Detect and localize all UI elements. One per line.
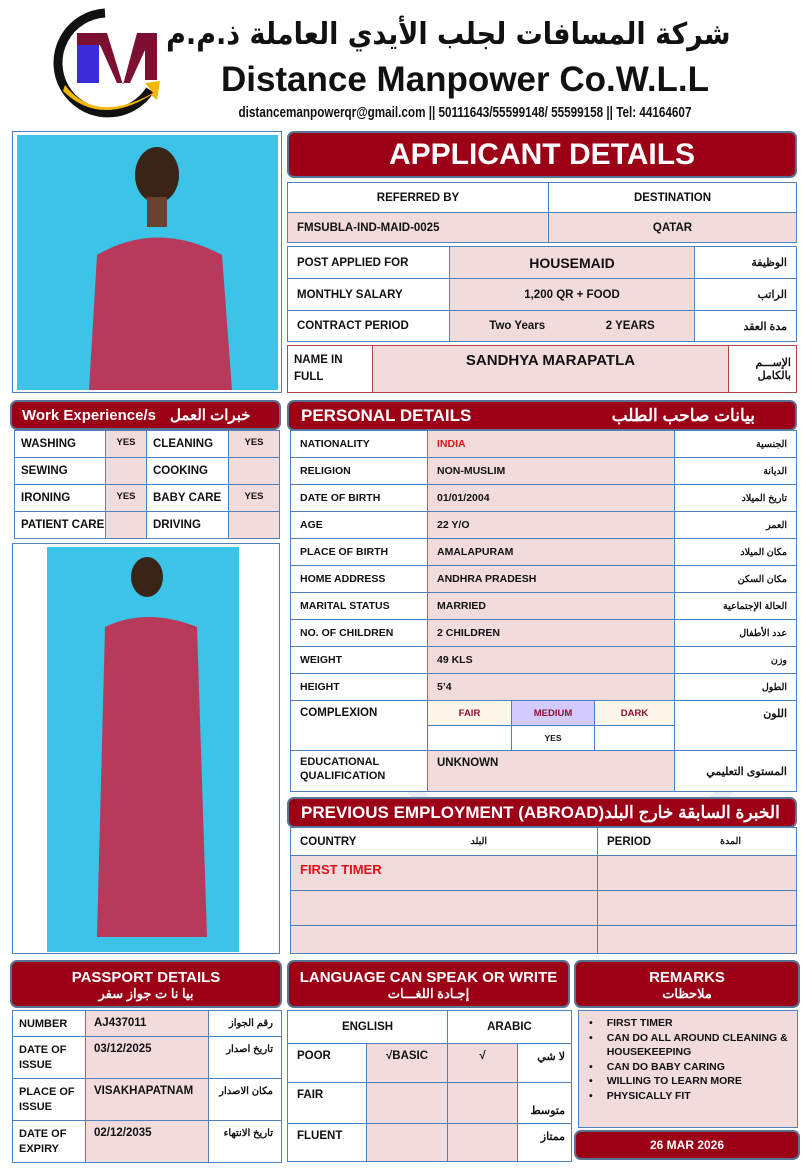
work-skill-value: YES [228, 484, 280, 512]
personal-title: PERSONAL DETAILS [301, 405, 472, 425]
personal-field-label: PLACE OF BIRTH [290, 538, 428, 566]
personal-field-label: HOME ADDRESS [290, 565, 428, 593]
complexion-option-medium: MEDIUM [511, 700, 595, 726]
language-title-ar: إجـادة اللغـــات [387, 986, 470, 1001]
bullet-icon: • [589, 1075, 593, 1087]
destination-label: DESTINATION [548, 182, 797, 213]
personal-field-label-ar: وزن [674, 646, 797, 674]
remark-item [589, 1016, 791, 1031]
personal-field-value: AMALAPURAM [427, 538, 675, 566]
work-skill-value [228, 511, 280, 539]
education-label-ar: المستوى التعليمي [674, 750, 797, 792]
personal-field-value: ANDHRA PRADESH [427, 565, 675, 593]
remarks-heading [574, 960, 800, 1008]
complexion-mark [594, 725, 675, 751]
personal-field-label: RELIGION [290, 457, 428, 485]
company-logo [45, 5, 163, 120]
referred-by-label: REFERRED BY [287, 182, 549, 213]
work-title: Work Experience/s [22, 406, 156, 424]
language-level-label-ar: ممتاز [517, 1123, 572, 1162]
language-level-label: POOR [287, 1043, 367, 1083]
bullet-icon: • [589, 1031, 593, 1044]
previous-empty-cell [290, 925, 598, 954]
work-skill-label: PATIENT CARE [14, 511, 106, 539]
personal-field-label: NATIONALITY [290, 430, 428, 458]
personal-field-value: 01/01/2004 [427, 484, 675, 512]
remark-item [589, 1060, 791, 1075]
applicant-full-body-photo [47, 547, 239, 952]
remarks-body [578, 1010, 798, 1128]
personal-field-label-ar: تاريخ الميلاد [674, 484, 797, 512]
passport-field-label: DATE OF ISSUE [12, 1036, 86, 1079]
work-skill-label: BABY CARE [146, 484, 229, 512]
language-heading [287, 960, 570, 1008]
personal-field-label-ar: العمر [674, 511, 797, 539]
personal-field-label-ar: الجنسية [674, 430, 797, 458]
english-column-header: ENGLISH [287, 1010, 448, 1044]
bullet-icon: • [589, 1060, 593, 1073]
passport-field-label: NUMBER [12, 1010, 86, 1037]
salary-value: 1,200 QR + FOOD [449, 278, 695, 311]
personal-field-label: DATE OF BIRTH [290, 484, 428, 512]
country-column-header [290, 827, 598, 856]
language-level-label: FLUENT [287, 1123, 367, 1162]
passport-field-value: 03/12/2025 [85, 1036, 209, 1079]
remark-text: PHYSICALLY FIT [606, 1089, 691, 1102]
arabic-column-header: ARABIC [447, 1010, 572, 1044]
work-skill-label: DRIVING [146, 511, 229, 539]
personal-field-label-ar: الديانة [674, 457, 797, 485]
work-skill-label: SEWING [14, 457, 106, 485]
personal-field-value: 2 CHILDREN [427, 619, 675, 647]
language-level-label-ar: لا شي [517, 1043, 572, 1083]
destination-value: QATAR [548, 212, 797, 243]
contract-value [449, 310, 695, 342]
previous-employment-heading [287, 797, 797, 828]
previous-period-value [597, 855, 797, 891]
english-level-mark: √BASIC [366, 1043, 448, 1083]
remarks-title-ar: ملاحظات [662, 986, 712, 1001]
passport-title: PASSPORT DETAILS [71, 969, 221, 986]
language-level-label-ar: متوسط [517, 1082, 572, 1124]
remark-text: CAN DO BABY CARING [606, 1060, 725, 1073]
passport-field-label: DATE OF EXPIRY [12, 1120, 86, 1163]
remark-text: FIRST TIMER [606, 1017, 673, 1029]
passport-field-label: PLACE OF ISSUE [12, 1078, 86, 1121]
remarks-title: REMARKS [649, 969, 725, 986]
personal-field-label-ar: الحالة الإجتماعية [674, 592, 797, 620]
country-label: COUNTRY [300, 835, 357, 848]
english-level-mark [366, 1082, 448, 1124]
work-skill-value [228, 457, 280, 485]
personal-field-label: HEIGHT [290, 673, 428, 701]
period-label-ar: المدة [720, 836, 741, 847]
personal-details-heading [287, 400, 797, 431]
bullet-icon: • [589, 1017, 593, 1029]
company-name-arabic: شركة المسافات لجلب الأيدي العاملة ذ.م.م [166, 17, 731, 52]
work-skill-value: YES [228, 430, 280, 458]
work-skill-value [105, 511, 147, 539]
previous-empty-cell [290, 890, 598, 926]
post-label: POST APPLIED FOR [287, 246, 450, 279]
passport-field-value: AJ437011 [85, 1010, 209, 1037]
work-experience-heading [10, 400, 281, 430]
passport-field-value: VISAKHAPATNAM [85, 1078, 209, 1121]
remark-item [589, 1031, 791, 1060]
full-name-value: SANDHYA MARAPATLA [372, 345, 729, 393]
work-skill-label: IRONING [14, 484, 106, 512]
personal-field-label-ar: الطول [674, 673, 797, 701]
personal-field-value: INDIA [427, 430, 675, 458]
complexion-mark: YES [511, 725, 595, 751]
personal-field-label: MARITAL STATUS [290, 592, 428, 620]
contract-label-ar: مدة العقد [694, 310, 797, 342]
country-label-ar: البلد [470, 836, 487, 847]
english-level-mark [366, 1123, 448, 1162]
passport-title-ar: بيا نا ت جواز سفر [98, 986, 194, 1001]
complexion-mark [427, 725, 512, 751]
education-value: UNKNOWN [427, 750, 675, 792]
personal-field-label-ar: عدد الأطفال [674, 619, 797, 647]
work-skill-value: YES [105, 430, 147, 458]
applicant-portrait-photo [17, 135, 278, 390]
personal-field-label: AGE [290, 511, 428, 539]
bullet-icon: • [589, 1089, 593, 1102]
remarks-date: 26 MAR 2026 [574, 1130, 800, 1160]
passport-field-label-ar: مكان الاصدار [208, 1078, 282, 1121]
referred-by-value: FMSUBLA-IND-MAID-0025 [287, 212, 549, 243]
previous-title: PREVIOUS EMPLOYMENT (ABROAD) [301, 802, 605, 822]
passport-field-label-ar: رقم الجواز [208, 1010, 282, 1037]
arabic-level-mark [447, 1082, 518, 1124]
previous-empty-cell [597, 925, 797, 954]
period-label: PERIOD [607, 835, 652, 848]
name-label: NAME IN FULL [287, 345, 373, 393]
passport-field-label-ar: تاريخ اصدار [208, 1036, 282, 1079]
contact-line: distancemanpowerqr@gmail.com || 50111643/55599148/ 55599158 || Tel: 44164607 [238, 104, 692, 121]
work-skill-value: YES [105, 484, 147, 512]
previous-country-value: FIRST TIMER [290, 855, 598, 891]
remark-item [589, 1074, 791, 1089]
complexion-option-dark: DARK [594, 700, 675, 726]
remark-text: CAN DO ALL AROUND CLEANING & HOUSEKEEPING [606, 1031, 788, 1058]
personal-field-value: MARRIED [427, 592, 675, 620]
remark-text: WILLING TO LEARN MORE [606, 1075, 742, 1087]
complexion-label-ar: اللون [674, 700, 797, 751]
passport-field-label-ar: تاريخ الانتهاء [208, 1120, 282, 1163]
arabic-level-mark [447, 1123, 518, 1162]
personal-field-label: NO. OF CHILDREN [290, 619, 428, 647]
previous-empty-cell [597, 890, 797, 926]
personal-field-value: 5’4 [427, 673, 675, 701]
previous-title-ar: الخبرة السابقة خارج البلد [604, 802, 780, 822]
education-label: EDUCATIONAL QUALIFICATION [290, 750, 428, 792]
name-label-ar: الإســـم بالكامل [728, 345, 797, 393]
personal-field-value: NON-MUSLIM [427, 457, 675, 485]
salary-label: MONTHLY SALARY [287, 278, 450, 311]
remark-item [589, 1089, 791, 1104]
company-name-english: Distance Manpower Co.W.L.L [220, 60, 710, 99]
work-skill-label: COOKING [146, 457, 229, 485]
personal-field-label-ar: مكان الميلاد [674, 538, 797, 566]
contract-label: CONTRACT PERIOD [287, 310, 450, 342]
work-skill-value [105, 457, 147, 485]
applicant-details-heading: APPLICANT DETAILS [287, 131, 797, 178]
period-column-header [597, 827, 797, 856]
language-title: LANGUAGE CAN SPEAK OR WRITE [299, 969, 558, 986]
complexion-label: COMPLEXION [290, 700, 428, 751]
passport-field-value: 02/12/2035 [85, 1120, 209, 1163]
personal-field-value: 49 KLS [427, 646, 675, 674]
contract-years: 2 YEARS [605, 320, 655, 332]
work-skill-label: WASHING [14, 430, 106, 458]
personal-title-ar: بيانات صاحب الطلب [611, 405, 755, 425]
personal-field-label-ar: مكان السكن [674, 565, 797, 593]
salary-label-ar: الراتب [694, 278, 797, 311]
language-level-label: FAIR [287, 1082, 367, 1124]
complexion-option-fair: FAIR [427, 700, 512, 726]
work-skill-label: CLEANING [146, 430, 229, 458]
personal-field-value: 22 Y/O [427, 511, 675, 539]
post-value: HOUSEMAID [449, 246, 695, 279]
post-label-ar: الوظيفة [694, 246, 797, 279]
work-title-ar: خبرات العمل [169, 407, 251, 424]
personal-field-label: WEIGHT [290, 646, 428, 674]
arabic-level-mark: √ [447, 1043, 518, 1083]
passport-details-heading [10, 960, 282, 1008]
contract-words: Two Years [489, 320, 546, 332]
